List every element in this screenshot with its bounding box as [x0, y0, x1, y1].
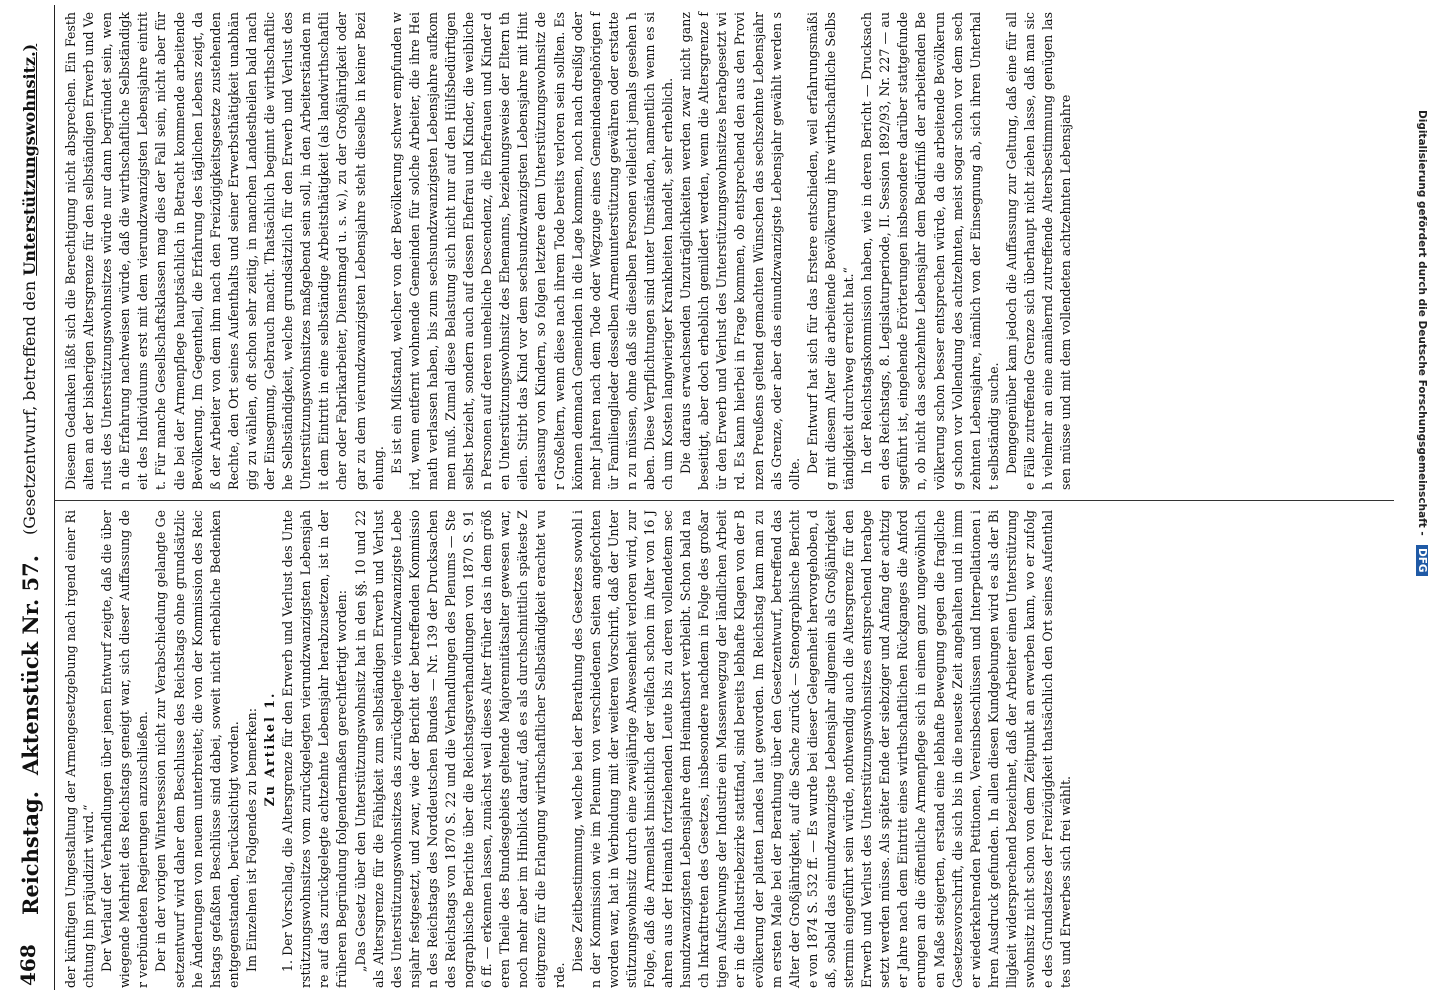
column-separator: [54, 500, 1394, 501]
paragraph: Diese Zeitbestimmung, welche bei der Berathung des Gesetzes sowohl in der Kommission wie im Plenum von verschiedenen Seiten angefochten worden war, hat in Verbindung mit der weiteren Vorschrift, daß der Unterstützungswohnsitz durch eine zweijährige Abwesenheit verloren wird, zur Folge, daß die Armenlast hinsichtlich der vielfach schon im Alter von 16 Jahren aus der Heimath fortziehenden Leute bis zu deren vollendetem sechsundzwanzigsten Lebensjahre dem Heimathsort verbleibt. Schon bald nach Inkrafttreten des Gesetzes, insbesondere nachdem in Folge des großartigen Aufschwungs der Industrie ein Massenwegzug der ländlichen Arbeiter in die Industriebezirke stattfand, sind bereits lebhafte Klagen von der Bevölkerung der platten Landes laut geworden. Im Reichstag kam man zum ersten Male bei der Berathung über den Gesetzentwurf, betreffend das Alter der Großjährigkeit, auf die Sache zurück — Stenographische Berichte von 1874 S. 532 ff. — Es wurde bei dieser Gelegenheit hervorgehoben, daß, sobald das einundzwanzigste Lebensjahr allgemein als Großjährigkeitstermin eingeführt sein würde, nothwendig auch die Altersgrenze für den Erwerb und Verlust des Unterstützungswohnsitzes entsprechend herabgesetzt werden müsse. Als später Ende der siebziger und Anfang der achtziger Jahre nach dem Eintritt eines wirthschaftlichen Rückganges die Anforderungen an die öffentliche Armenpflege sich in einem ganz ungewöhnlichen Maße steigerten, erstand eine lebhafte Bewegung gegen die fragliche Gesetzesvorschrift, die sich bis in die neueste Zeit angehalten und in immer wiederkehrenden Petitionen, Vereinsbeschlüssen und Interpellationen ihren Ausdruck gefunden. In allen diesen Kundgebungen wird es als der Billigkeit widersprechend bezeichnet, daß der Arbeiter einen Unterstützungswohnsitz nicht schon von dem Zeitpunkt an erwerben kann, wo er zufolge des Grundsatzes der Freizügigkeit thatsächlich den Ort seines Aufenthaltes und Erwerbes sich frei wählt.: [569, 510, 1074, 988]
digitization-text: Digitalisierung gefördert durch die Deutsche Forschungsgemeinschaft -: [1416, 110, 1428, 536]
header-left: [18, 555, 43, 915]
paragraph: Der Verlauf der Verhandlungen über jenen Entwurf zeigte, daß die überwiegende Mehrheit des Reichstags geneigt war, sich dieser Auffassung der verbündeten Regierungen anzuschließen.: [99, 510, 151, 988]
paragraph: Im Einzelnen ist Folgendes zu bemerken:: [243, 708, 259, 972]
paragraph: „Das Gesetz über den Unterstützungswohnsitz hat in den §§. 10 und 22 als Altersgrenze für die Fähigkeit zum selbständigen Erwerb und Verlust des Unterstützungswohnsitzes das zurückgelegte vierundzwanzigste Lebensjahr festgesetzt, und zwar, wie der Bericht der betreffenden Kommission des Reichstags des Norddeutschen Bundes — Nr. 139 der Drucksachen des Reichstags von 1870 S. 22 und die Verhandlungen des Plenums — Stenographische Berichte über die Reichstagsverhandlungen von 1870 S. 916 ff. — erkennen lassen, zunächst weil dieses Alter früher das in dem größeren Theile des Bundesgebiets geltende Majorennitätsalter gewesen war, noch mehr aber im Hinblick darauf, daß es als durchschnittlich späteste Zeitgrenze für die Erlangung wirthschaftlicher Selbständigkeit erachtet wurde.: [352, 510, 567, 988]
header-source: Reichstag.: [18, 791, 43, 915]
paragraph: Die daraus erwachsenden Unzuträglichkeiten werden zwar nicht ganz beseitigt, aber doch erheblich gemildert werden, wenn die Altersgrenze für den Erwerb und Verlust des Unterstützungswohnsitzes herabgesetzt wird. Es kann hierbei in Frage kommen, ob entsprechend den aus den Provinzen Preußens geltend gemachten Wünschen das sechszehnte Lebensjahr als Grenze, oder aber das einundzwanzigste Lebensjahr gewählt werden sollte.: [678, 12, 802, 490]
dfg-logo: DFG: [1416, 545, 1428, 576]
paragraph: Der Entwurf hat sich für das Erstere entschieden, weil erfahrungsmäßig mit diesem Alter die arbeitende Bevölkerung ihre wirthschaftliche Selbständigkeit durchweg erreicht hat.“: [804, 12, 857, 490]
scanned-page: [10, 0, 1410, 1000]
left-column: [62, 510, 1075, 988]
digitization-note: [1412, 110, 1428, 990]
paragraph: Diesem Gedanken läßt sich die Berechtigung nicht absprechen. Ein Festhalten an der bisherigen Altersgrenze für den selbständigen Erwerb und Verlust des Unterstützungswohnsitzes würde nur dann begründet sein, wenn die Erfahrung nachweisen würde, daß die wirthschaftliche Selbständigkeit des Individuums erst mit dem vierundzwanzigsten Lebensjahre eintritt. Für manche Gesellschaftsklassen mag dies der Fall sein, nicht aber für die bei der Armenpflege hauptsächlich in Betracht kommende arbeitende Bevölkerung. Im Gegentheil, die Erfahrung des täglichen Lebens zeigt, daß der Arbeiter von dem ihm nach den Freizügigkeitsgesetze zustehenden Rechte, den Ort seines Aufenthalts und seiner Erwerbsthätigkeit unabhängig zu wählen, oft schon sehr zeitig, in manchen Landestheilen bald nach der Einsegnung, Gebrauch macht. Thatsächlich beginnt die wirthschaftliche Selbständigkeit, welche grundsätzlich für den Erwerb und Verlust des Unterstützungswohnsitzes maßgebend sein soll, in den Arbeiterständen mit dem Eintritt in eine selbständige Arbeitsthätigkeit (als landwirthschaftlicher oder Fabrikarbeiter, Dienstmagd u. s. w.), zu der Großjährigkeit oder gar zu dem vierundzwanzigsten Lebensjahre steht dieselbe in keiner Beziehung.: [63, 12, 386, 490]
paragraph: Demgegenüber kam jedoch die Auffassung zur Geltung, daß eine für alle Fälle zutreffende Grenze sich überhaupt nicht ziehen lasse, daß man sich vielmehr an eine annähernd zutreffende Altersbestimmung genügen lassen müsse und mit dem vollendeten achtzehnten Lebensjahre: [1003, 12, 1074, 490]
page-number: 468: [16, 944, 40, 986]
paragraph: Der in der vorigen Wintersession nicht zur Verabschiedung gelangte Gesetzentwurf wird daher dem Beschlusse des Reichstags ohne grundsätzliche Änderungen von neuem unterbreitet; die von der Kommission des Reichstags gefaßten Beschlüsse sind dabei, soweit nicht erhebliche Bedenken entgegenstanden, berücksichtigt worden.: [153, 510, 241, 988]
header-rule: [54, 5, 55, 990]
paragraph: In der Reichstagskommission haben, wie in deren Bericht — Drucksachen des Reichstags, 8. Legislaturperiode, II. Session 1892/93, Nr. 227 — ausgeführt ist, eingehende Erörterungen insbesondere darüber stattgefunden, ob nicht das sechzehnte Lebensjahr dem Bedürfniß der arbeitenden Bevölkerung schon besser entsprechen würde, da die arbeitende Bevölkerung schon vor Vollendung des achtzehnten, meist sogar schon vor dem sechzehnten Lebensjahre, nämlich von der Einsegnung ab, sich ihren Unterhalt selbständig suche.: [859, 12, 1001, 490]
paragraph: der künftigen Umgestaltung der Armengesetzgebung nach irgend einer Richtung hin präjudizirt wird.“: [63, 510, 97, 988]
paragraph: Es ist ein Mißstand, welcher von der Bevölkerung schwer empfunden wird, wenn entfernt wohnende Gemeinden für solche Arbeiter, die ihre Heimath verlassen haben, bis zum sechsundzwanzigsten Lebensjahre aufkommen muß. Zumal diese Belastung sich nicht nur auf den Hülfsbedürftigen selbst bezieht, sondern auch auf dessen Ehefrau und Kinder, die weiblichen Personen auf deren uneheliche Descendenz, die Ehefrauen und Kinder den Unterstützungswohnsitz des Ehemanns, beziehungsweise der Eltern theilen. Stirbt das Kind vor dem sechsundzwanzigsten Lebensjahre mit Hinterlassung von Kindern, so folgen letztere dem Unterstützungswohnsitz der Großeltern, wenn diese nach ihrem Tode bereits verloren sein sollten. Es können demnach Gemeinden in die Lage kommen, noch nach dreißig oder mehr Jahren nach dem Tode oder Wegzuge eines Gemeindeangehörigen für Familienglieder desselben Armenunterstützung gewähren oder erstatten zu müssen, ohne daß sie dieselben Personen vielleicht jemals gesehen haben. Diese Verpflichtungen sind unter Umständen, namentlich wenn es sich um Kosten langwieriger Krankheiten handelt, sehr erheblich.: [388, 12, 676, 490]
header-document: Aktenstück Nr. 57.: [18, 555, 43, 776]
header-subject-prefix: (Gesetzentwurf, betreffend den: [20, 280, 39, 535]
header-subject: [20, 44, 39, 535]
paragraph: 1. Der Vorschlag, die Altersgrenze für den Erwerb und Verlust des Unterstützungswohnsitzes vom zurückgelegten vierundzwanzigsten Lebensjahre auf das zurückgelegte achtzehnte Lebensjahr herabzusetzen, ist in der früheren Begründung folgendermaßen gerechtfertigt worden:: [280, 510, 350, 988]
right-column: [62, 12, 1075, 490]
section-heading: Zu Artikel 1.: [262, 691, 278, 807]
header-subject-label: Unterstützungswohnsitz.): [20, 43, 39, 276]
